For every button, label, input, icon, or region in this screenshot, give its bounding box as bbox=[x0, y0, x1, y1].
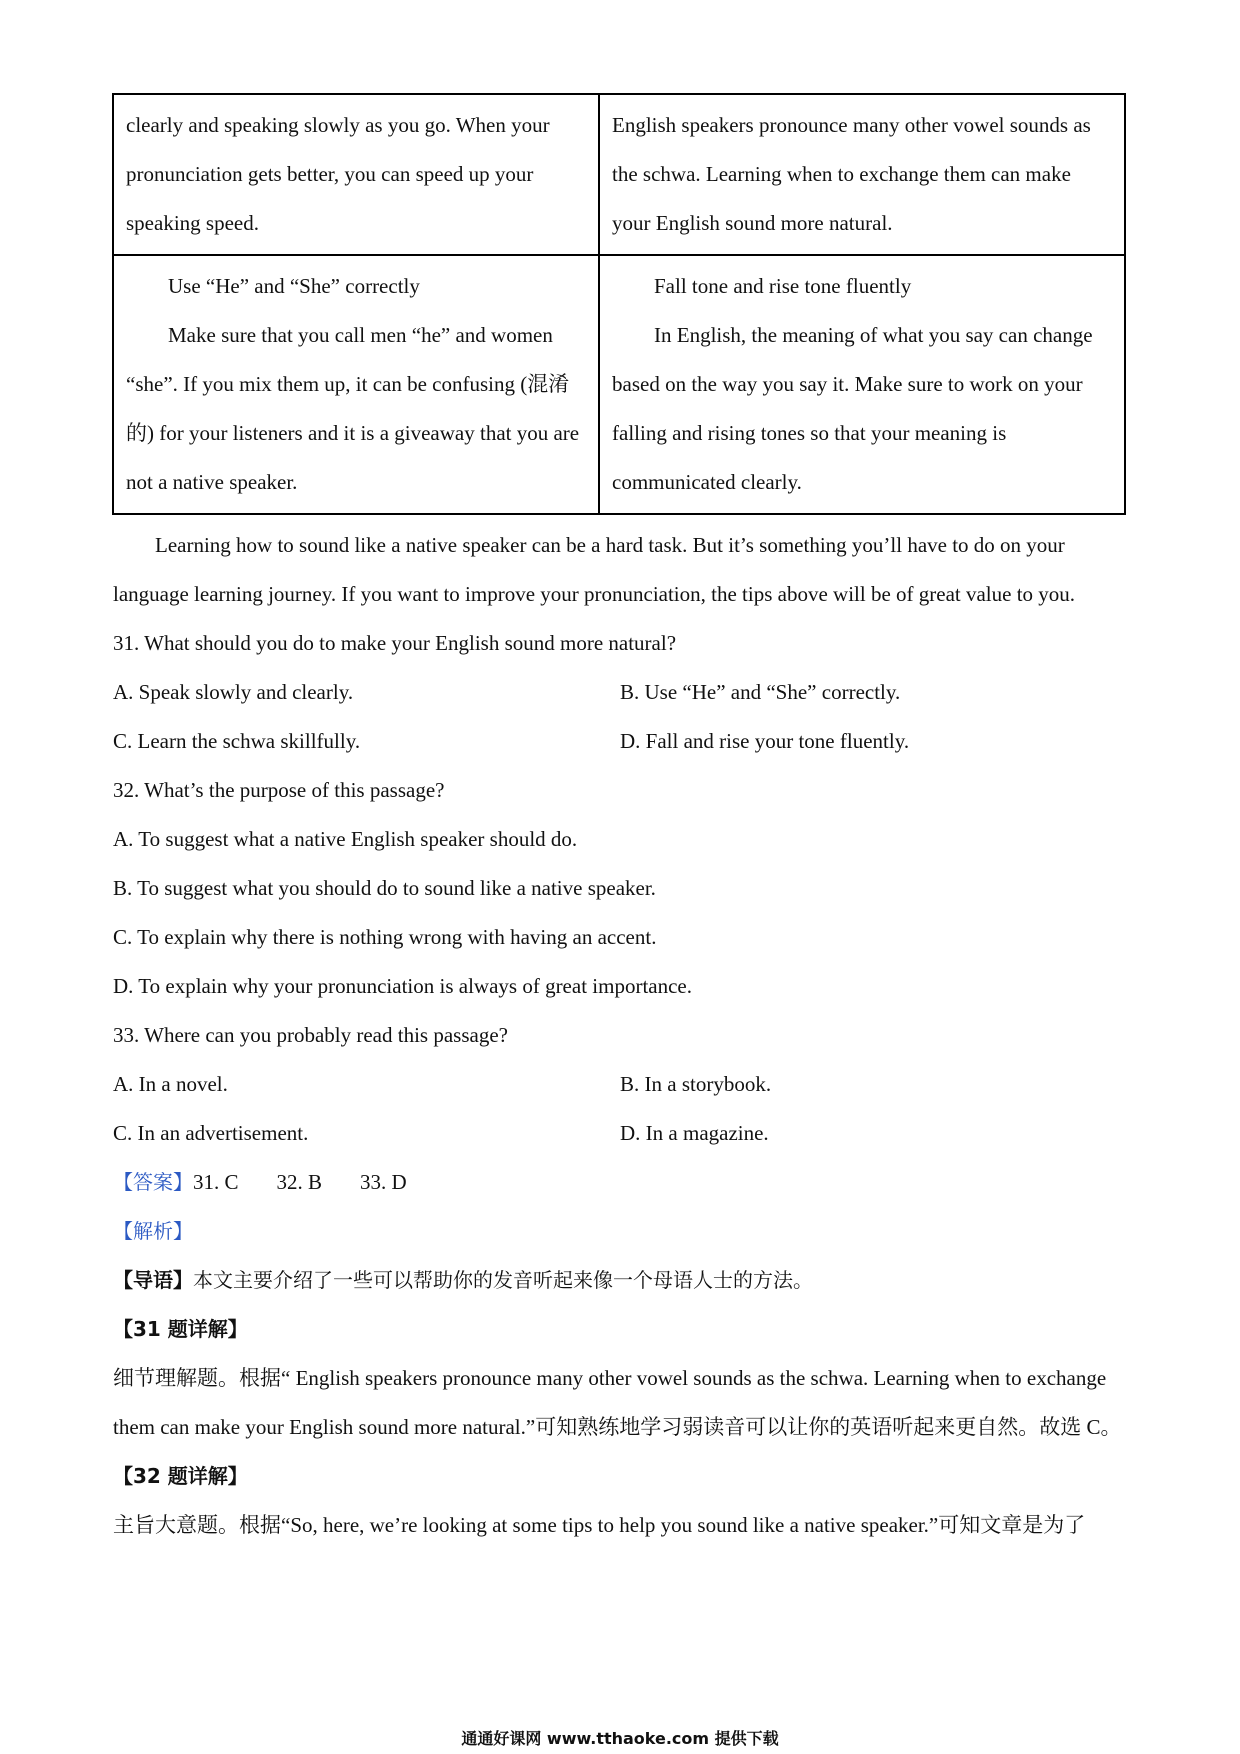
table-row bbox=[113, 255, 1125, 514]
option-c: C. In an advertisement. bbox=[113, 1121, 309, 1145]
option-d: D. To explain why your pronunciation is always of great importance. bbox=[113, 974, 692, 998]
tip-cell bbox=[113, 94, 599, 255]
tip-text: In English, the meaning of what you say can change based on the way you say it. Make sure to work on your falling and rising tones so that your meaning is communicated clearly. bbox=[612, 323, 1093, 494]
option-b: B. In a storybook. bbox=[620, 1072, 772, 1096]
tips-table bbox=[112, 93, 1126, 515]
answer-31: 31. C bbox=[193, 1170, 239, 1194]
option-a: A. In a novel. bbox=[113, 1072, 228, 1096]
option-d: D. Fall and rise your tone fluently. bbox=[620, 729, 910, 753]
closing-paragraph: Learning how to sound like a native speaker can be a hard task. But it’s something you’ll have to do on your language learning journey. If you want to improve your pronunciation, the tips above will be of great value to you. bbox=[113, 533, 1076, 606]
tip-text: clearly and speaking slowly as you go. When your pronunciation gets better, you can speed up your speaking speed. bbox=[126, 113, 550, 235]
tip-title: Fall tone and rise tone fluently bbox=[654, 274, 912, 298]
table-row bbox=[113, 94, 1125, 255]
option-d: D. In a magazine. bbox=[620, 1121, 769, 1145]
intro-line bbox=[113, 1256, 1128, 1305]
question-stem: 33. Where can you probably read this passage? bbox=[113, 1023, 508, 1047]
tip-title: Use “He” and “She” correctly bbox=[168, 274, 420, 298]
intro-text: 本文主要介绍了一些可以帮助你的发音听起来像一个母语人士的方法。 bbox=[193, 1268, 813, 1292]
answer-label: 【答案】 bbox=[113, 1170, 193, 1194]
option-b: B. Use “He” and “She” correctly. bbox=[620, 680, 901, 704]
document-body bbox=[113, 521, 1128, 1550]
option-row bbox=[113, 1109, 1128, 1158]
tip-text: English speakers pronounce many other vowel sounds as the schwa. Learning when to exchange them can make your English sound more natural. bbox=[612, 113, 1091, 235]
tip-cell bbox=[599, 94, 1125, 255]
option-a: A. To suggest what a native English speaker should do. bbox=[113, 827, 578, 851]
tip-text: Make sure that you call men “he” and women “she”. If you mix them up, it can be confusing (混淆的) for your listeners and it is a giveaway that you are not a native speaker. bbox=[126, 323, 580, 494]
option-c: C. Learn the schwa skillfully. bbox=[113, 729, 361, 753]
q32-label: 【32 题详解】 bbox=[113, 1464, 248, 1488]
answer-line bbox=[113, 1158, 1128, 1207]
q31-label: 【31 题详解】 bbox=[113, 1317, 248, 1341]
answer-33: 33. D bbox=[360, 1170, 407, 1194]
question-stem: 32. What’s the purpose of this passage? bbox=[113, 778, 445, 802]
analysis-line bbox=[113, 1207, 1128, 1256]
page-footer: 通通好课网 www.tthaoke.com 提供下载 bbox=[461, 1729, 779, 1748]
option-row bbox=[113, 717, 1128, 766]
intro-label: 【导语】 bbox=[113, 1268, 193, 1292]
option-c: C. To explain why there is nothing wrong with having an accent. bbox=[113, 925, 657, 949]
tip-cell bbox=[599, 255, 1125, 514]
question-stem: 31. What should you do to make your English sound more natural? bbox=[113, 631, 677, 655]
option-row bbox=[113, 1060, 1128, 1109]
option-b: B. To suggest what you should do to sound like a native speaker. bbox=[113, 876, 656, 900]
tip-cell bbox=[113, 255, 599, 514]
option-row bbox=[113, 668, 1128, 717]
q31-explanation: 细节理解题。根据“ English speakers pronounce many other vowel sounds as the schwa. Learning when to exchange them can make your English sound more natural.”可知熟练地学习弱读音可以让你的英语听起来更自然。故选 C。 bbox=[113, 1366, 1122, 1439]
answer-32: 32. B bbox=[276, 1170, 323, 1194]
analysis-label: 【解析】 bbox=[113, 1219, 193, 1243]
q32-explanation: 主旨大意题。根据“So, here, we’re looking at some tips to help you sound like a native speaker.”可知文章是为了 bbox=[113, 1513, 1086, 1537]
option-a: A. Speak slowly and clearly. bbox=[113, 680, 354, 704]
